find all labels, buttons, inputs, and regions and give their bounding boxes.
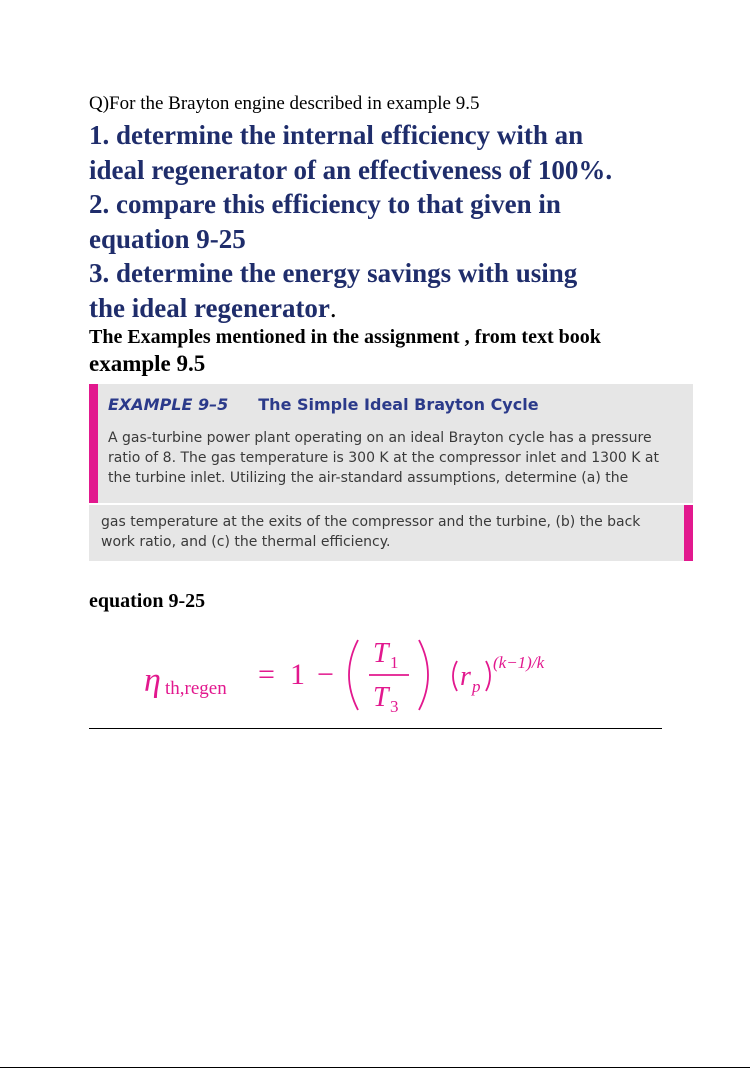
- equation-label: equation 9-25: [89, 590, 206, 612]
- eq-r: r: [460, 661, 471, 692]
- divider-line: [89, 728, 662, 729]
- examples-intro: The Examples mentioned in the assignment , from text book: [89, 326, 601, 348]
- eq-numerator-T: T: [373, 638, 389, 669]
- task-line-6: [89, 291, 689, 326]
- example-heading: [108, 395, 539, 415]
- task-line-2: ideal regenerator of an effectiveness of 100%.: [89, 154, 613, 185]
- task-line-4: equation 9-25: [89, 223, 246, 254]
- task-line-3: 2. compare this efficiency to that given in: [89, 189, 561, 219]
- eq-denominator-T: T: [373, 682, 389, 713]
- example-title: The Simple Ideal Brayton Cycle: [258, 395, 539, 414]
- equation-formula: [140, 628, 600, 718]
- eq-denominator-sub: 3: [390, 697, 399, 716]
- example-number: EXAMPLE 9–5: [108, 395, 229, 414]
- eq-numerator-sub: 1: [390, 653, 399, 672]
- eq-paren-big-left: [349, 640, 358, 710]
- eq-paren-right: [486, 661, 490, 691]
- task-line-6-text: the ideal regenerator: [89, 292, 330, 323]
- task-line-1: 1. determine the internal efficiency with an: [89, 120, 584, 150]
- task-line-6-period: .: [329, 292, 337, 323]
- eq-exponent: (k−1)/k: [493, 653, 545, 672]
- question-intro: Q)For the Brayton engine described in example 9.5: [89, 93, 480, 114]
- eq-one: 1: [290, 658, 305, 691]
- page-bottom-line: [0, 1067, 750, 1068]
- example-label: example 9.5: [89, 351, 206, 376]
- eq-paren-left: [453, 661, 457, 691]
- eq-eta: η: [144, 662, 161, 699]
- eq-paren-big-right: [419, 640, 428, 710]
- task-line-5: 3. determine the energy savings with using: [89, 258, 578, 288]
- example-body-part1: A gas-turbine power plant operating on an ideal Brayton cycle has a pressure ratio of 8. The gas temperature is 300 K at the compressor inlet and 1300 K at the turbine inlet. Utilizing the air-standard assumptions, determine (a) the: [108, 430, 659, 486]
- eq-minus: −: [317, 658, 334, 691]
- eq-eta-subscript: th,regen: [165, 678, 227, 699]
- example-body-part2: gas temperature at the exits of the compressor and the turbine, (b) the back work ratio, and (c) the thermal efficiency.: [101, 514, 641, 550]
- eq-equals: =: [258, 658, 275, 691]
- task-list: [89, 118, 689, 325]
- eq-r-subscript: p: [472, 677, 481, 696]
